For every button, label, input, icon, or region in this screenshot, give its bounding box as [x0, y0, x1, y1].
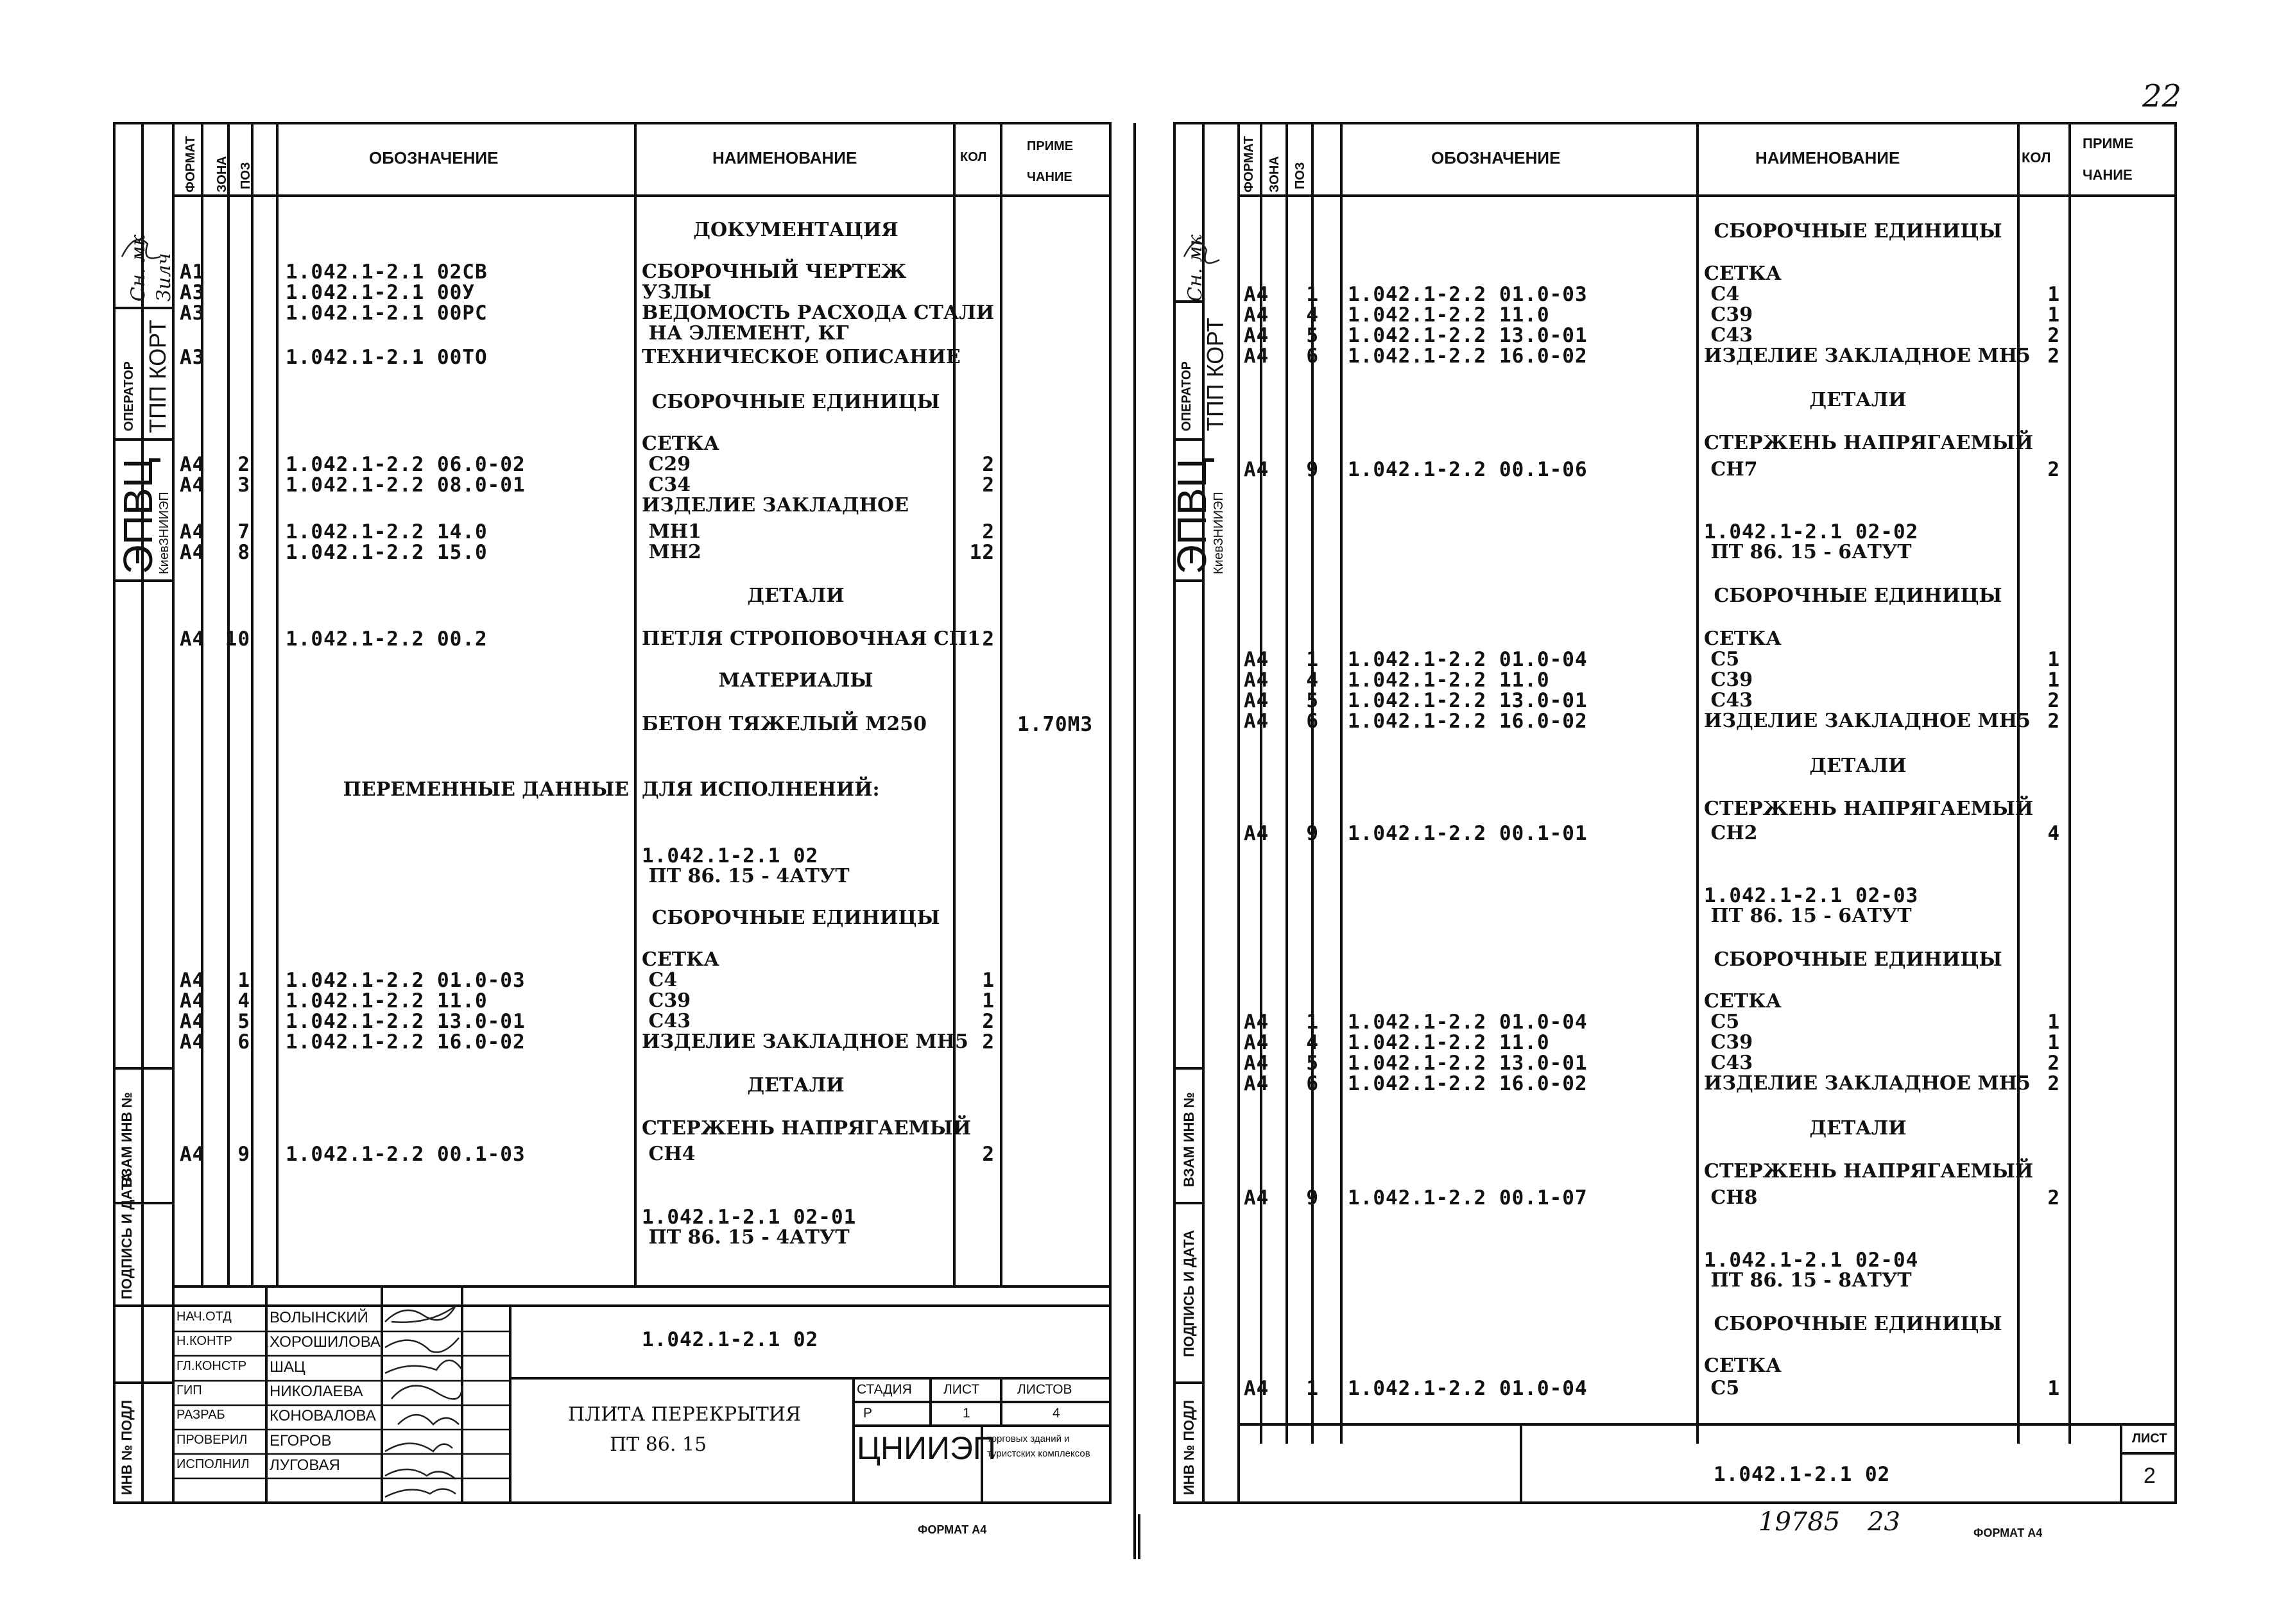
row-qty: 1	[982, 969, 995, 992]
row-fmt: А4	[180, 989, 205, 1013]
row-qty: 2	[982, 453, 995, 476]
s2-side-operator: ОПЕРАТОР	[1180, 361, 1194, 431]
row-des: 1.042.1-2.2 16.0-02	[286, 1030, 526, 1054]
row-name: СБОРОЧНЫЕ ЕДИНИЦЫ	[1714, 1313, 2002, 1335]
row-name: ДЛЯ ИСПОЛНЕНИЙ:	[642, 778, 880, 801]
sheet1-title-1: ПЛИТА ПЕРЕКРЫТИЯ	[568, 1403, 802, 1426]
row-qty: 4	[2047, 822, 2060, 845]
row-des: 1.042.1-2.2 16.0-02	[1348, 710, 1588, 733]
row-pos: 4	[1306, 669, 1319, 692]
row-pos: 2	[237, 453, 250, 476]
row-name: ДЕТАЛИ	[1809, 389, 1907, 411]
row-qty: 1	[2047, 303, 2060, 327]
s2-header-zone: ЗОНА	[1268, 156, 1282, 192]
row-fmt: А4	[1244, 324, 1269, 347]
row-fmt: А4	[180, 520, 205, 543]
row-pos: 3	[237, 474, 250, 497]
side-org: КиевЗНИИЭП	[157, 491, 171, 574]
row-name: 1.042.1-2.1 02-01	[642, 1206, 857, 1229]
row-fmt: А1	[180, 261, 205, 284]
row-fmt: А3	[180, 302, 205, 325]
row-name: СЕТКА	[1704, 990, 1782, 1013]
header-qty: КОЛ	[960, 150, 987, 164]
sheet2-sheet-num: 2	[2144, 1464, 2156, 1488]
row-fmt: А4	[1244, 669, 1269, 692]
sheet2-handwritten-number: 19785	[1758, 1507, 1841, 1537]
s2-header-designation: ОБОЗНАЧЕНИЕ	[1431, 148, 1561, 167]
header-designation: ОБОЗНАЧЕНИЕ	[369, 148, 499, 167]
row-name: УЗЛЫ	[642, 281, 712, 303]
row-name: ПТ 86. 15 - 8АТУТ	[1704, 1269, 1912, 1292]
row-name: С43	[1704, 689, 1753, 712]
row-des: 1.042.1-2.2 06.0-02	[286, 453, 526, 476]
row-pos: 9	[1306, 458, 1319, 481]
row-name: СБОРОЧНЫЕ ЕДИНИЦЫ	[651, 391, 940, 413]
row-qty: 1	[2047, 1031, 2060, 1054]
row-name: ДЕТАЛИ	[747, 1074, 845, 1097]
row-qty: 1	[2047, 1011, 2060, 1034]
sheet1-stage: Р	[863, 1406, 873, 1421]
row-name: 1.042.1-2.1 02-02	[1704, 520, 1919, 543]
row-qty: 2	[2047, 1052, 2060, 1075]
row-name: ПЕТЛЯ СТРОПОВОЧНАЯ СП1	[642, 628, 981, 650]
row-name: ПТ 86. 15 - 6АТУТ	[1704, 541, 1912, 563]
header-note-1: ПРИМЕ	[1027, 139, 1074, 153]
s2-header-name: НАИМЕНОВАНИЕ	[1755, 148, 1900, 167]
row-fmt: А4	[1244, 1186, 1269, 1209]
row-name: С29	[642, 453, 691, 475]
side-inv-podl: ИНВ № ПОДЛ	[119, 1399, 135, 1495]
row-fmt: А4	[1244, 710, 1269, 733]
row-des: 1.042.1-2.2 16.0-02	[1348, 1072, 1588, 1095]
row-name: С43	[1704, 1052, 1753, 1074]
row-des: 1.042.1-2.2 14.0	[286, 520, 488, 543]
role-person: ЕГОРОВ	[270, 1432, 332, 1449]
row-qty: 2	[982, 1143, 995, 1166]
row-name: ТЕХНИЧЕСКОЕ ОПИСАНИЕ	[642, 346, 961, 368]
row-name: ИЗДЕЛИЕ ЗАКЛАДНОЕ МН5	[1704, 1072, 2031, 1095]
s2-side-sign-1: Сн. мк	[1184, 234, 1207, 302]
row-des: 1.042.1-2.1 00ТО	[286, 346, 488, 369]
sheet1-sheet-num: 1	[963, 1406, 970, 1421]
sheet1-sheet-label: ЛИСТ	[943, 1382, 980, 1397]
row-pos: 4	[1306, 303, 1319, 327]
sheet1-org-desc: торговых зданий и туристских комплексов	[987, 1433, 1090, 1459]
row-fmt: А4	[1244, 648, 1269, 671]
row-pos: 1	[237, 969, 250, 992]
row-qty: 1	[2047, 669, 2060, 692]
row-name: СЕТКА	[1704, 262, 1782, 285]
row-name: ИЗДЕЛИЕ ЗАКЛАДНОЕ МН5	[642, 1030, 968, 1053]
s2-side-inv-podl: ИНВ № ПОДЛ	[1181, 1399, 1197, 1495]
row-pos: 5	[1306, 689, 1319, 712]
row-pos: 9	[1306, 1186, 1319, 1209]
row-name: С43	[1704, 324, 1753, 346]
row-name: ПТ 86. 15 - 4АТУТ	[642, 1226, 850, 1249]
row-des: 1.042.1-2.2 15.0	[286, 541, 488, 564]
header-pos: ПОЗ	[239, 162, 253, 189]
sheet2-format: ФОРМАТ А4	[1973, 1526, 2043, 1539]
row-des: 1.042.1-2.2 01.0-04	[1348, 648, 1588, 671]
row-name: С5	[1704, 1011, 1740, 1033]
row-fmt: А4	[1244, 1031, 1269, 1054]
row-qty: 2	[2047, 710, 2060, 733]
row-name: МН2	[642, 541, 701, 563]
role-label: ГИП	[176, 1383, 202, 1397]
row-qty: 1	[982, 989, 995, 1013]
row-des: 1.042.1-2.2 13.0-01	[1348, 324, 1588, 347]
row-name: ИЗДЕЛИЕ ЗАКЛАДНОЕ	[642, 494, 909, 517]
row-fmt: А4	[180, 628, 205, 651]
row-des: 1.042.1-2.2 01.0-04	[1348, 1377, 1588, 1400]
row-name: СТЕРЖЕНЬ НАПРЯГАЕМЫЙ	[1704, 798, 2034, 820]
row-fmt: А4	[1244, 345, 1269, 368]
s2-side-epvc: ЭПВЦ	[1169, 457, 1215, 574]
row-qty: 2	[2047, 345, 2060, 368]
role-person: ХОРОШИЛОВА	[270, 1333, 381, 1351]
row-qty: 2	[982, 520, 995, 543]
row-qty: 1	[2047, 283, 2060, 306]
row-fmt: А4	[1244, 283, 1269, 306]
row-name: СТЕРЖЕНЬ НАПРЯГАЕМЫЙ	[1704, 1160, 2034, 1183]
row-name: СБОРОЧНЫЕ ЕДИНИЦЫ	[1714, 585, 2002, 607]
row-pos: 1	[1306, 1377, 1319, 1400]
row-name: С39	[1704, 669, 1753, 691]
row-pos: 6	[237, 1030, 250, 1054]
row-name: МН1	[642, 520, 701, 543]
row-pos: 1	[1306, 283, 1319, 306]
row-des: 1.042.1-2.1 00У	[286, 281, 475, 304]
row-fmt: А4	[180, 541, 205, 564]
row-name: НА ЭЛЕМЕНТ, КГ	[642, 322, 849, 345]
s2-header-pos: ПОЗ	[1293, 162, 1307, 189]
s2-header-qty: КОЛ	[2022, 150, 2051, 166]
sheet1-sheets-label: ЛИСТОВ	[1017, 1382, 1072, 1397]
row-pos: 5	[1306, 1052, 1319, 1075]
corner-mark: 22	[2142, 78, 2182, 114]
row-des: 1.042.1-2.2 01.0-03	[1348, 283, 1588, 306]
row-name: СН7	[1704, 458, 1758, 481]
row-des: 1.042.1-2.2 00.1-06	[1348, 458, 1588, 481]
row-name: С34	[642, 474, 691, 496]
row-des: 1.042.1-2.2 13.0-01	[286, 1010, 526, 1033]
row-name: СБОРОЧНЫЕ ЕДИНИЦЫ	[1714, 220, 2002, 243]
role-label: Н.КОНТР	[176, 1334, 232, 1349]
row-pos: 5	[237, 1010, 250, 1033]
row-name: БЕТОН ТЯЖЕЛЫЙ М250	[642, 713, 927, 735]
row-fmt: А4	[180, 1030, 205, 1054]
row-pos: 10	[225, 628, 250, 651]
row-qty: 1	[2047, 1377, 2060, 1400]
row-name: МАТЕРИАЛЫ	[718, 669, 873, 692]
sheet1-stage-label: СТАДИЯ	[857, 1382, 912, 1397]
row-name: СБОРОЧНЫЙ ЧЕРТЕЖ	[642, 261, 907, 283]
side-epvc: ЭПВЦ	[115, 457, 161, 574]
row-qty: 1	[2047, 648, 2060, 671]
row-name: СН2	[1704, 822, 1758, 844]
row-name: С5	[1704, 1377, 1740, 1399]
row-fmt: А4	[180, 1143, 205, 1166]
sheet1-code: 1.042.1-2.1 02	[642, 1328, 819, 1351]
row-des: 1.042.1-2.2 08.0-01	[286, 474, 526, 497]
row-des: 1.042.1-2.2 00.1-03	[286, 1143, 526, 1166]
row-qty: 2	[982, 1030, 995, 1054]
row-pos: 6	[1306, 345, 1319, 368]
header-format: ФОРМАТ	[184, 135, 198, 192]
sheet1-title-2: ПТ 86. 15	[610, 1433, 707, 1456]
role-person: ВОЛЫНСКИЙ	[270, 1309, 368, 1326]
row-name: ДЕТАЛИ	[1809, 1117, 1907, 1140]
row-des: 1.042.1-2.2 13.0-01	[1348, 689, 1588, 712]
s2-header-note-1: ПРИМЕ	[2083, 135, 2134, 151]
row-pos: 6	[1306, 1072, 1319, 1095]
role-person: ЛУГОВАЯ	[270, 1456, 340, 1474]
row-qty: 2	[982, 628, 995, 651]
row-des: 1.042.1-2.1 00РС	[286, 302, 488, 325]
row-qty: 2	[2047, 1072, 2060, 1095]
row-name: 1.042.1-2.1 02-03	[1704, 884, 1919, 907]
row-name: С5	[1704, 648, 1740, 671]
sheet2-handwritten-mark: 23	[1868, 1507, 1900, 1537]
row-des: 1.042.1-2.2 11.0	[286, 989, 488, 1013]
role-label: ГЛ.КОНСТР	[176, 1358, 247, 1373]
row-pos: 4	[1306, 1031, 1319, 1054]
row-name: С4	[1704, 283, 1740, 305]
row-des: 1.042.1-2.2 01.0-04	[1348, 1011, 1588, 1034]
row-des: 1.042.1-2.2 13.0-01	[1348, 1052, 1588, 1075]
row-name: СН4	[642, 1143, 696, 1165]
row-qty: 2	[2047, 324, 2060, 347]
role-person: ШАЦ	[270, 1358, 305, 1376]
header-zone: ЗОНА	[215, 156, 229, 192]
row-des: ПЕРЕМЕННЫЕ ДАННЫЕ	[343, 778, 629, 801]
row-des: 1.042.1-2.2 00.2	[286, 628, 488, 651]
row-name: С4	[642, 969, 678, 991]
sheet1-format: ФОРМАТ А4	[918, 1523, 987, 1536]
s2-side-podp-data: ПОДПИСЬ И ДАТА	[1181, 1229, 1197, 1357]
row-name: СЕТКА	[642, 948, 719, 971]
row-fmt: А4	[1244, 303, 1269, 327]
row-fmt: А4	[1244, 1377, 1269, 1400]
row-name: 1.042.1-2.1 02	[642, 844, 819, 868]
row-fmt: А4	[1244, 1072, 1269, 1095]
row-pos: 4	[237, 989, 250, 1013]
row-qty: 2	[982, 474, 995, 497]
sheet2-code: 1.042.1-2.1 02	[1714, 1463, 1891, 1486]
row-qty: 2	[982, 1010, 995, 1033]
row-des: 1.042.1-2.2 11.0	[1348, 303, 1550, 327]
row-des: 1.042.1-2.2 11.0	[1348, 669, 1550, 692]
role-label: РАЗРАБ	[176, 1408, 225, 1423]
row-name: СЕТКА	[1704, 1355, 1782, 1377]
role-person: КОНОВАЛОВА	[270, 1407, 376, 1425]
row-fmt: А4	[180, 969, 205, 992]
row-fmt: А4	[1244, 689, 1269, 712]
row-pos: 7	[237, 520, 250, 543]
side-podp-data: ПОДПИСЬ И ДАТА	[119, 1172, 135, 1299]
role-person: НИКОЛАЕВА	[270, 1382, 363, 1400]
s2-side-org: КиевЗНИИЭП	[1212, 491, 1226, 574]
row-fmt: А4	[1244, 458, 1269, 481]
row-name: ВЕДОМОСТЬ РАСХОДА СТАЛИ	[642, 302, 995, 324]
side-sign-1: Сн. мк	[127, 234, 150, 302]
row-des: 1.042.1-2.2 11.0	[1348, 1031, 1550, 1054]
row-name: СБОРОЧНЫЕ ЕДИНИЦЫ	[1714, 948, 2002, 971]
row-name: ДЕТАЛИ	[1809, 755, 1907, 777]
row-des: 1.042.1-2.2 00.1-01	[1348, 822, 1588, 845]
s2-header-format: ФОРМАТ	[1242, 135, 1256, 192]
row-fmt: А4	[1244, 1052, 1269, 1075]
row-fmt: А4	[180, 1010, 205, 1033]
row-pos: 1	[1306, 648, 1319, 671]
row-name: С43	[642, 1010, 691, 1032]
row-name: ИЗДЕЛИЕ ЗАКЛАДНОЕ МН5	[1704, 345, 2031, 367]
row-name: СЕТКА	[642, 432, 719, 455]
row-name: С39	[1704, 1031, 1753, 1054]
row-name: ДЕТАЛИ	[747, 585, 845, 607]
row-des: 1.042.1-2.2 16.0-02	[1348, 345, 1588, 368]
role-label: ПРОВЕРИЛ	[176, 1432, 248, 1447]
row-qty: 2	[2047, 458, 2060, 481]
s2-side-vzam: ВЗАМ ИНВ №	[1181, 1092, 1197, 1187]
row-name: ПТ 86. 15 - 6АТУТ	[1704, 905, 1912, 927]
row-fmt: А3	[180, 281, 205, 304]
row-fmt: А3	[180, 346, 205, 369]
row-fmt: А4	[1244, 1011, 1269, 1034]
row-qty: 12	[969, 541, 995, 564]
row-name: СБОРОЧНЫЕ ЕДИНИЦЫ	[651, 907, 940, 929]
row-name: СН8	[1704, 1186, 1758, 1209]
row-pos: 5	[1306, 324, 1319, 347]
row-pos: 9	[1306, 822, 1319, 845]
row-fmt: А4	[1244, 822, 1269, 845]
sheet1-sheets-num: 4	[1053, 1406, 1060, 1421]
row-des: 1.042.1-2.2 01.0-03	[286, 969, 526, 992]
row-fmt: А4	[180, 453, 205, 476]
row-pos: 9	[237, 1143, 250, 1166]
row-name: 1.042.1-2.1 02-04	[1704, 1249, 1919, 1272]
side-tpp: ТПП КОРТ	[144, 320, 171, 433]
row-fmt: А4	[180, 474, 205, 497]
row-des: 1.042.1-2.1 02СВ	[286, 261, 488, 284]
role-label: ИСПОЛНИЛ	[176, 1457, 250, 1471]
row-name: С39	[642, 989, 691, 1012]
header-name: НАИМЕНОВАНИЕ	[712, 148, 857, 167]
row-name: СЕТКА	[1704, 628, 1782, 650]
row-name: ИЗДЕЛИЕ ЗАКЛАДНОЕ МН5	[1704, 710, 2031, 732]
row-pos: 1	[1306, 1011, 1319, 1034]
row-qty: 2	[2047, 1186, 2060, 1209]
row-name: СТЕРЖЕНЬ НАПРЯГАЕМЫЙ	[1704, 432, 2034, 454]
row-name: ПТ 86. 15 - 4АТУТ	[642, 865, 850, 887]
header-note-2: ЧАНИЕ	[1027, 170, 1072, 184]
row-qty: 2	[2047, 689, 2060, 712]
role-label: НАЧ.ОТД	[176, 1310, 232, 1324]
row-name: С39	[1704, 303, 1753, 326]
side-sign-2: Зилч	[153, 253, 175, 302]
sheet2-sheet-label: ЛИСТ	[2132, 1432, 2167, 1446]
s2-header-note-2: ЧАНИЕ	[2083, 167, 2133, 183]
side-vzam: ВЗАМ ИНВ №	[119, 1092, 135, 1187]
row-des: 1.042.1-2.2 00.1-07	[1348, 1186, 1588, 1209]
sheet1-org: ЦНИИЭП	[857, 1430, 996, 1466]
row-pos: 6	[1306, 710, 1319, 733]
row-name: ДОКУМЕНТАЦИЯ	[693, 219, 898, 241]
row-note: 1.70М3	[1017, 713, 1093, 736]
row-name: СТЕРЖЕНЬ НАПРЯГАЕМЫЙ	[642, 1117, 972, 1140]
side-operator: ОПЕРАТОР	[122, 361, 136, 431]
row-pos: 8	[237, 541, 250, 564]
s2-side-tpp: ТПП КОРТ	[1202, 318, 1228, 431]
